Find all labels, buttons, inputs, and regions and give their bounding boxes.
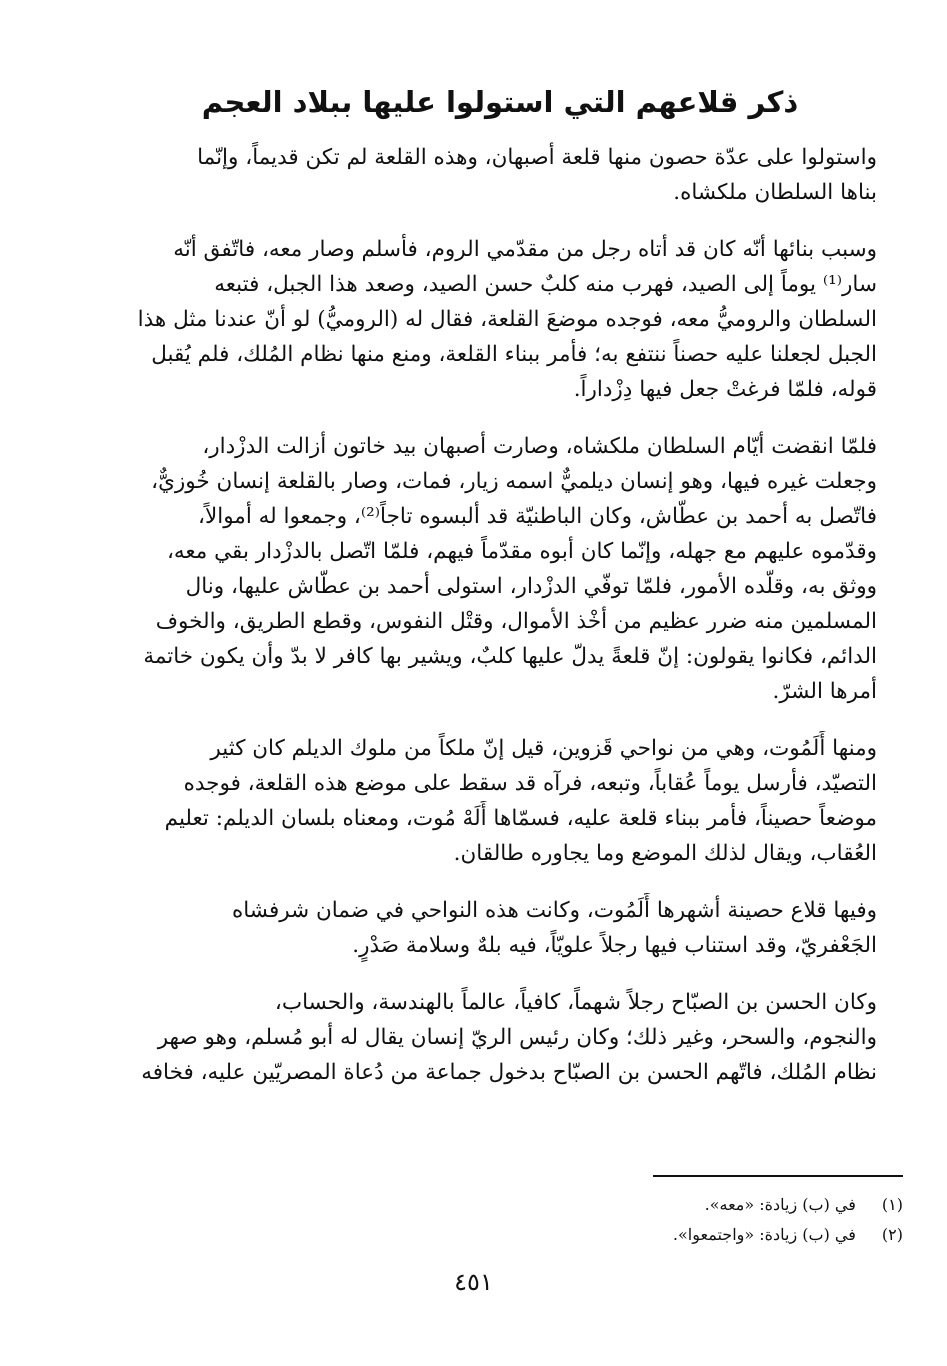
paragraph-3 bbox=[97, 429, 903, 709]
text-line: فلمّا انقضت أيّام السلطان ملكشاه، وصارت أصبهان بيد خاتون أزالت الدزْدار، bbox=[202, 434, 877, 459]
paragraph-6 bbox=[97, 985, 903, 1090]
footnote-text: في (ب) زيادة: «معه». bbox=[704, 1195, 856, 1214]
text-line: المسلمين منه ضرر عظيم من أخْذ الأموال، وقتْل النفوس، وقطع الطريق، والخوف bbox=[155, 609, 877, 634]
paragraph-1 bbox=[97, 140, 903, 210]
text-line: أمرها الشرّ. bbox=[772, 679, 877, 704]
text-line: بناها السلطان ملكشاه. bbox=[673, 180, 877, 205]
paragraph-4 bbox=[97, 731, 903, 871]
text-line: سار⁽¹⁾ يوماً إلى الصيد، فهرب منه كلبٌ حسن الصيد، وصعد هذا الجبل، فتبعه bbox=[214, 272, 877, 297]
chapter-heading: ذكر قلاعهم التي استولوا عليها ببلاد العجم bbox=[201, 85, 799, 119]
text-line: التصيّد، فأرسل يوماً عُقاباً، وتبعه، فرآه قد سقط على موضع هذه القلعة، فوجده bbox=[183, 771, 877, 796]
text-line: الجَعْفريّ، وقد استناب فيها رجلاً علويّاً، فيه بلهٌ وسلامة صَدْرٍ. bbox=[352, 933, 877, 958]
text-line: ومنها أَلَمُوت، وهي من نواحي قَزوين، قيل إنّ ملكاً من ملوك الديلم كان كثير bbox=[210, 736, 877, 761]
text-line: السلطان والروميُّ معه، فوجده موضعَ القلعة، فقال له (الروميُّ) لو أنّ عندنا مثل هذا bbox=[137, 307, 877, 332]
footnote-number: (٢) bbox=[881, 1225, 903, 1244]
footnote bbox=[200, 1220, 903, 1250]
text-line: قوله، فلمّا فرغتْ جعل فيها دِزْداراً. bbox=[573, 377, 877, 402]
paragraph-5 bbox=[97, 893, 903, 963]
footnote-number: (١) bbox=[881, 1195, 903, 1214]
page-number: ٤٥١ bbox=[454, 1268, 493, 1296]
footnote-text: في (ب) زيادة: «واجتمعوا». bbox=[672, 1225, 856, 1244]
text-line: وكان الحسن بن الصبّاح رجلاً شهماً، كافياً، عالماً بالهندسة، والحساب، bbox=[274, 990, 877, 1015]
text-line: موضعاً حصيناً، فأمر ببناء قلعة عليه، فسمّاها أَلَهْ مُوت، ومعناه بلسان الديلم: تعليم bbox=[164, 806, 877, 831]
text-line: والنجوم، والسحر، وغير ذلك؛ وكان رئيس الريّ إنسان يقال له أبو مُسلم، وهو صهر bbox=[157, 1025, 877, 1050]
text-line: ووثق به، وقلّده الأمور، فلمّا توفّي الدزْدار، استولى أحمد بن عطّاش عليها، ونال bbox=[185, 574, 877, 599]
footnotes bbox=[200, 1190, 903, 1250]
paragraph-2 bbox=[97, 232, 903, 407]
main-text bbox=[97, 140, 903, 1112]
text-line: وقدّموه عليهم مع جهله، وإنّما كان أبوه مقدّماً فيهم، فلمّا اتّصل بالدزْدار بقي معه، bbox=[166, 539, 877, 564]
text-line: واستولوا على عدّة حصون منها قلعة أصبهان، وهذه القلعة لم تكن قديماً، وإنّما bbox=[197, 145, 877, 170]
text-line: وفيها قلاع حصينة أشهرها أَلَمُوت، وكانت هذه النواحي في ضمان شرفشاه bbox=[231, 898, 877, 923]
text-line: نظام المُلك، فاتّهم الحسن بن الصبّاح بدخول جماعة من دُعاة المصريّين عليه، فخافه bbox=[141, 1060, 877, 1085]
footnote-separator bbox=[653, 1175, 903, 1177]
text-line: الجبل لجعلنا عليه حصناً ننتفع به؛ فأمر ببناء القلعة، ومنع منها نظام المُلك، فلم يُقبل bbox=[151, 342, 877, 367]
text-line: فاتّصل به أحمد بن عطّاش، وكان الباطنيّة قد ألبسوه تاجاً⁽²⁾، وجمعوا له أموالاً، bbox=[198, 504, 877, 529]
text-line: وسبب بنائها أنّه كان قد أتاه رجل من مقدّمي الروم، فأسلم وصار معه، فاتّفق أنّه bbox=[173, 237, 877, 262]
footnote bbox=[200, 1190, 903, 1220]
text-line: وجعلت غيره فيها، وهو إنسان ديلميٌّ اسمه زيار، فمات، وصار بالقلعة إنسان خُوزيٌّ، bbox=[151, 469, 877, 494]
text-line: الدائم، فكانوا يقولون: إنّ قلعةً يدلّ عليها كلبٌ، ويشير بها كافر لا بدّ وأن يكون خاتمة bbox=[143, 644, 877, 669]
text-line: العُقاب، ويقال لذلك الموضع وما يجاوره طالقان. bbox=[453, 841, 877, 866]
